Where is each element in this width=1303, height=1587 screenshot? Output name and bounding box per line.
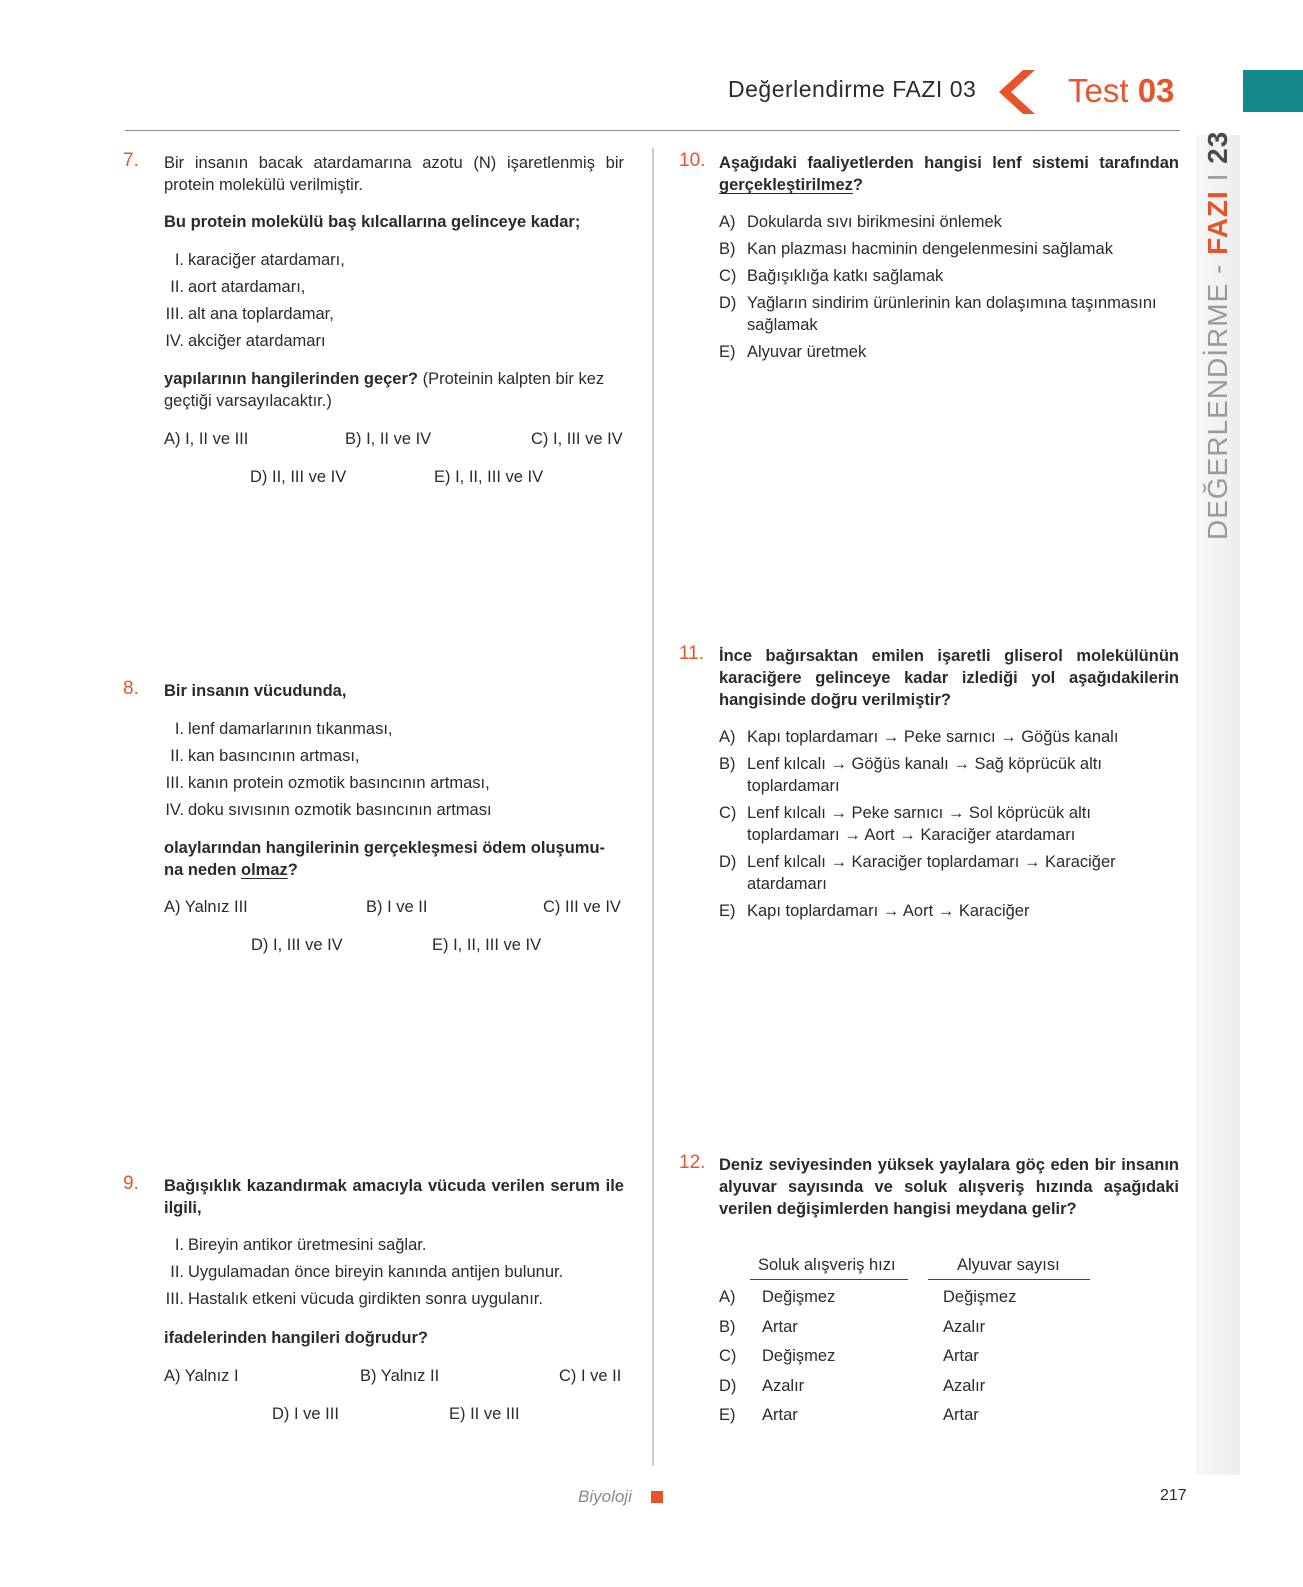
option-letter: C) [719,267,737,285]
option-text: Dokularda sıvı birikmesini önlemek [747,213,1002,231]
premise-text: kan basıncının artması, [188,747,360,765]
question-7-number: 7. [123,150,139,171]
option-text: Alyuvar üretmek [747,343,867,361]
option-d[interactable] [719,292,1179,336]
table-header-underline [928,1279,1090,1280]
option-letter: D) [719,294,737,312]
option-b[interactable] [719,1316,747,1338]
premise-text: Hastalık etkeni vücuda girdikten sonra uygulanır. [188,1290,543,1308]
test-label [1068,72,1174,110]
roman-numeral: I. [174,1236,184,1254]
option-letter: C) [719,804,737,822]
prompt-mark: ? [287,861,298,879]
option-e[interactable] [719,341,1179,363]
premise-text: Uygulamadan önce bireyin kanında antijen bulunur. [188,1263,564,1281]
option-letter: A) [719,728,736,746]
option-b[interactable] [719,238,1179,260]
roman-numeral: I. [174,251,184,269]
question-8-lead: Bir insanın vücudunda, [164,682,347,700]
premise-text: aort atardamarı, [188,278,306,296]
question-9-items [160,1234,563,1310]
question-12-number: 12. [679,1152,706,1173]
table-header-rbc: Alyuvar sayısı [957,1256,1060,1274]
premise-text: lenf damarlarının tıkanması, [188,720,393,738]
roman-numeral: III. [165,774,184,792]
prompt-negation: olmaz [241,861,288,879]
question-7-lead: Bu protein molekülü baş kılcallarına gelinceye kadar; [164,213,581,231]
stem-negation: gerçekleştirilmez [719,176,853,194]
option-a[interactable] [719,211,1179,233]
question-10-options [719,211,1179,368]
roman-numeral: II. [170,278,184,296]
roman-numeral: IV. [165,332,184,350]
option-letter: B) [719,240,736,258]
option-a[interactable]: A) I, II ve III [164,430,249,448]
question-8-number: 8. [123,678,139,699]
option-text: Lenf kılcalı → Peke sarnıcı → Sol köprücük altı toplardamarı → Aort → Karaciğer atardamarı [747,804,1091,844]
test-word: Test [1068,72,1129,109]
option-e[interactable] [719,900,1179,922]
option-d-rbc: Azalır [943,1377,986,1395]
question-12-stem: Deniz seviyesinden yüksek yaylalara göç eden bir insanın alyuvar sayısında ve soluk alışveriş hızında aşağıdaki verilen değişimlerden hangisi meydana gelir? [719,1156,1179,1218]
option-c[interactable] [719,802,1179,846]
option-letter: E) [719,343,736,361]
phase-title: Değerlendirme FAZI 03 [728,76,977,102]
question-11-number: 11. [679,643,705,664]
option-text: Kapı toplardamarı → Peke sarnıcı → Göğüs kanalı [747,728,1119,746]
option-b-breathing: Artar [762,1318,798,1336]
option-text: Yağların sindirim ürünlerinin kan dolaşımına taşınmasını sağlamak [747,294,1157,334]
option-c[interactable]: C) I, III ve IV [531,430,623,448]
option-d[interactable]: D) I, III ve IV [251,936,343,954]
question-7-intro: Bir insanın bacak atardamarına azotu (N) işaretlenmiş bir protein molekülü verilmiştir. [164,154,624,194]
side-label-text: DEĞERLENDİRME - [1202,254,1233,540]
question-7-items [160,249,345,352]
option-letter: A) [719,213,736,231]
table-header-underline [750,1279,908,1280]
option-a[interactable] [719,726,1179,748]
option-c-breathing: Değişmez [762,1347,836,1365]
premise-text: alt ana toplardamar, [188,305,334,323]
question-10-stem [719,152,1179,196]
option-d[interactable]: D) II, III ve IV [250,468,347,486]
option-text: Lenf kılcalı → Karaciğer toplardamarı → Karaciğer atardamarı [747,853,1116,893]
premise-text: Bireyin antikor üretmesini sağlar. [188,1236,427,1254]
roman-numeral: IV. [165,801,184,819]
option-letter: D) [719,1377,737,1395]
premise-text: akciğer atardamarı [188,332,326,350]
question-8-prompt [164,837,624,881]
option-e[interactable] [719,1404,747,1426]
premise-text: kanın protein ozmotik basıncının artması, [188,774,490,792]
side-sep: I [1202,163,1233,191]
prompt-line-1: olaylarından hangilerinin gerçekleşmesi ödem oluşumu- [164,839,606,857]
option-b-rbc: Azalır [943,1318,986,1336]
question-9-lead: Bağışıklık kazandırmak amacıyla vücuda verilen serum ile ilgili, [164,1177,624,1217]
option-d[interactable]: D) I ve III [272,1405,339,1423]
option-a[interactable] [719,1286,747,1308]
option-text: Bağışıklığa katkı sağlamak [747,267,944,285]
roman-numeral: II. [170,747,184,765]
question-7-prompt [164,368,624,412]
question-8-items [160,718,492,821]
side-number: 23 [1202,130,1233,164]
option-e-rbc: Artar [943,1406,979,1424]
question-10-number: 10. [679,150,706,171]
option-a[interactable]: A) Yalnız I [164,1367,239,1385]
side-brand: FAZI [1202,190,1233,255]
option-letter: B) [719,755,736,773]
roman-numeral: II. [170,1263,184,1281]
option-letter: E) [719,902,736,920]
option-letter: E) [719,1406,736,1424]
footer-subject: Biyoloji [578,1487,632,1506]
roman-numeral: I. [174,720,184,738]
page-number: 217 [1160,1487,1187,1504]
prompt-note: (Proteinin kalpten bir kez geçtiği varsayılacaktır.) [164,370,605,410]
option-d[interactable] [719,851,1179,895]
option-letter: B) [719,1318,736,1336]
premise-text: doku sıvısının ozmotik basıncının artması [188,801,492,819]
option-b[interactable] [719,753,1179,797]
prompt-line-2: na neden [164,861,242,879]
option-e[interactable]: E) II ve III [449,1405,520,1423]
side-label [1198,130,1238,540]
option-a-rbc: Değişmez [943,1288,1017,1306]
option-d[interactable] [719,1375,747,1397]
option-a-breathing: Değişmez [762,1288,836,1306]
header-divider [125,130,1180,131]
stem-mark: ? [852,176,864,194]
roman-numeral: III. [165,1290,184,1308]
question-11-options [719,726,1179,927]
prompt-bold: yapılarının hangilerinden geçer? [164,370,418,388]
option-letter: D) [719,853,737,871]
stem-line-1: Aşağıdaki faaliyetlerden hangisi lenf sistemi tarafından [719,154,1179,172]
table-header-breathing: Soluk alışveriş hızı [758,1256,896,1274]
option-e[interactable]: E) I, II, III ve IV [434,468,544,486]
footer-square-icon [651,1491,663,1503]
question-9-prompt: ifadelerinden hangileri doğrudur? [164,1329,429,1347]
option-letter: A) [719,1288,736,1306]
option-e-breathing: Artar [762,1406,798,1424]
option-letter: C) [719,1347,737,1365]
premise-text: karaciğer atardamarı, [188,251,345,269]
section-tab [1243,70,1303,112]
question-9-number: 9. [123,1173,139,1194]
chevron-left-icon [993,70,1037,114]
option-c[interactable] [719,1345,747,1367]
option-b[interactable]: B) I, II ve IV [345,430,432,448]
option-e[interactable]: E) I, II, III ve IV [432,936,542,954]
test-number: 03 [1137,72,1175,109]
column-divider [652,148,654,1466]
option-text: Lenf kılcalı → Göğüs kanalı → Sağ köprücük altı toplardamarı [747,755,1102,795]
option-d-breathing: Azalır [762,1377,805,1395]
roman-numeral: III. [165,305,184,323]
option-c-rbc: Artar [943,1347,979,1365]
option-c[interactable]: C) I ve II [559,1367,622,1385]
option-text: Kapı toplardamarı → Aort → Karaciğer [747,902,1030,920]
option-c[interactable] [719,265,1179,287]
option-c[interactable]: C) III ve IV [543,898,621,916]
option-b[interactable]: B) I ve II [366,898,428,916]
option-a[interactable]: A) Yalnız III [164,898,248,916]
option-text: Kan plazması hacminin dengelenmesini sağlamak [747,240,1113,258]
question-11-stem: İnce bağırsaktan emilen işaretli gliserol molekülünün karaciğere gelinceye kadar izlediği yol aşağıdakilerin hangisinde doğru verilmiştir? [719,647,1179,709]
option-b[interactable]: B) Yalnız II [360,1367,440,1385]
